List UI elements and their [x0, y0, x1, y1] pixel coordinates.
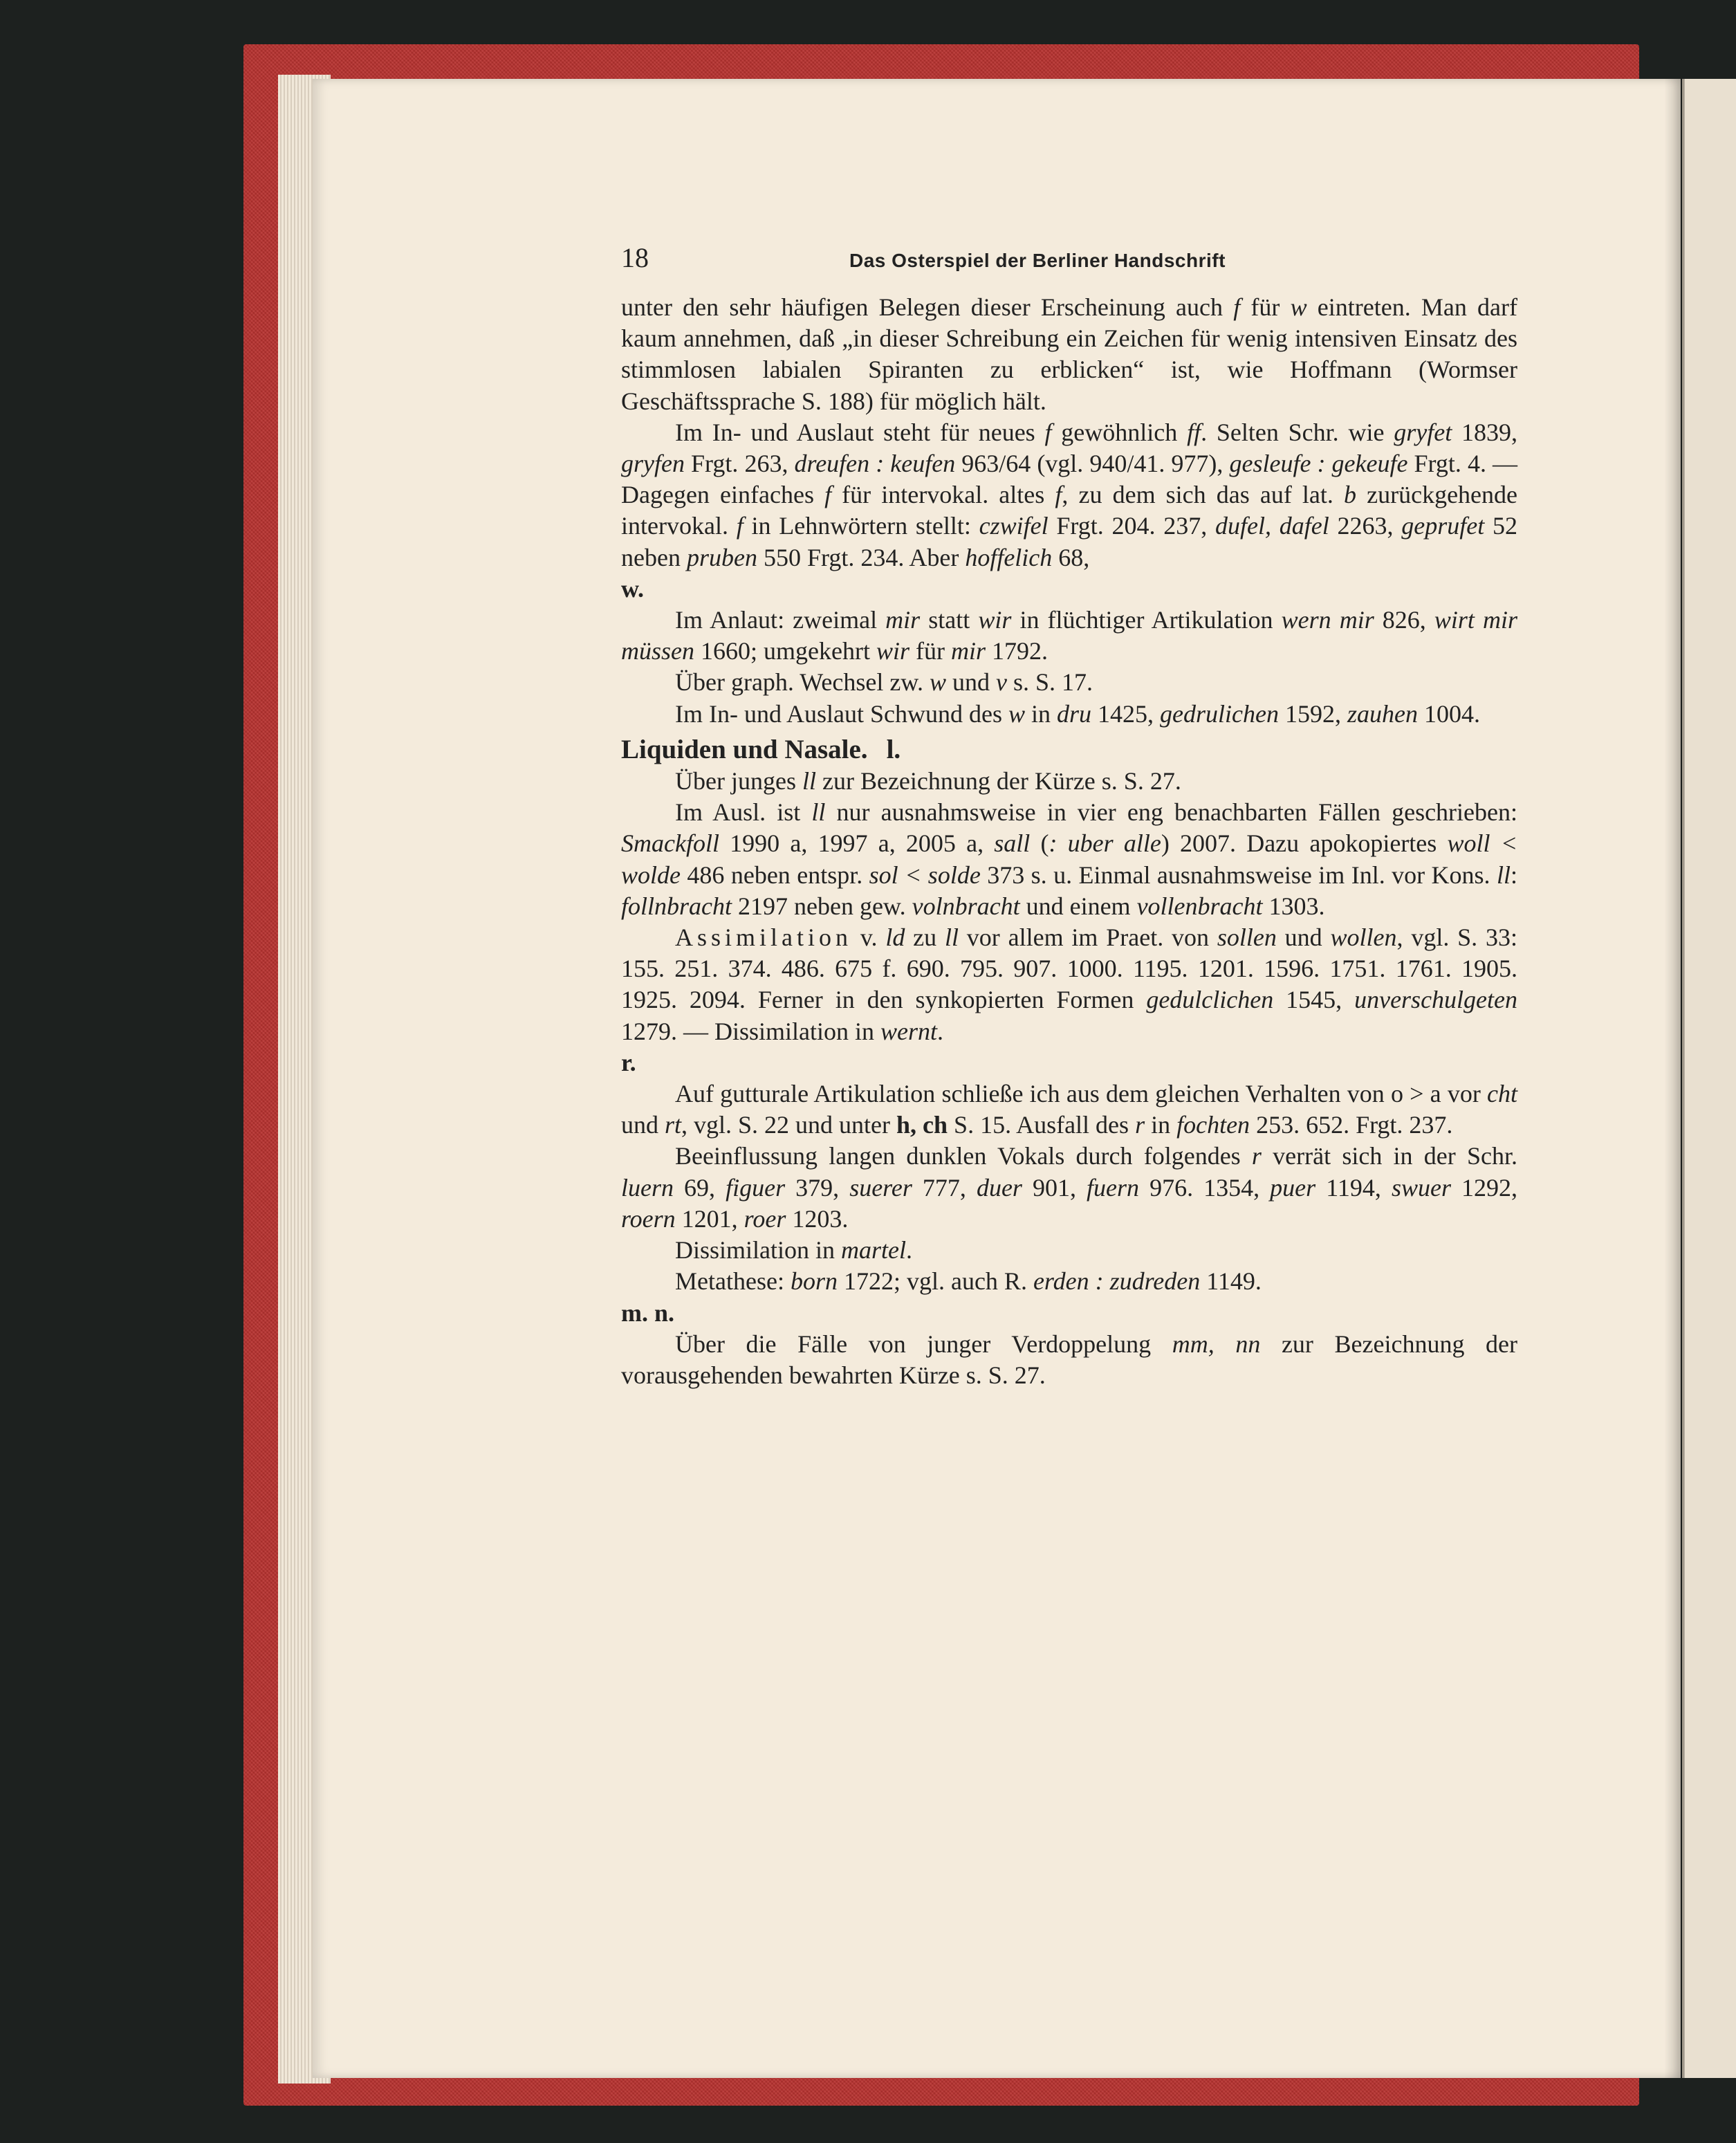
paragraph: Assimilation v. ld zu ll vor allem im Praet. von sollen und wollen, vgl. S. 33: 155. 251. 374. 486. 675 f. 690. 795. 907. 1000. 1195. 1201. 1596. 1751. 1761. 1905. 1925. 2094. Ferner in den synkopierten Formen gedulclichen 1545, unverschulgeten 1279. — Dissimilation in wernt. [621, 923, 1518, 1045]
section-heading-liquiden: Liquiden und Nasale. l. [621, 734, 901, 764]
paragraph: Über junges ll zur Bezeichnung der Kürze s. S. 27. [675, 767, 1181, 795]
paragraph: Über die Fälle von junger Verdoppelung mm, nn zur Bezeichnung der vorausgehenden bewahrten Kürze s. S. 27. [621, 1330, 1517, 1389]
section-heading-r: r. [621, 1048, 636, 1076]
running-head: Das Osterspiel der Berliner Handschrift [849, 250, 1226, 271]
paragraph: Beeinflussung langen dunklen Vokals durch folgendes r verrät sich in der Schr. luern 69, figuer 379, suerer 777, duer 901, fuern 976. 1354, puer 1194, swuer 1292, roern 1201, roer 1203. [621, 1142, 1517, 1233]
section-heading-mn: m. n. [621, 1298, 675, 1327]
paragraph: Im In- und Auslaut Schwund des w in dru 1425, gedrulichen 1592, zauhen 1004. [675, 699, 1480, 728]
facing-page-edge [1682, 79, 1736, 2078]
paragraph: Metathese: born 1722; vgl. auch R. erden : zudreden 1149. [675, 1267, 1262, 1296]
paragraph: Im In- und Auslaut steht für neues f gewöhnlich ff. Selten Schr. wie gryfet 1839, gryfen Frgt. 263, dreufen : keufen 963/64 (vgl. 940/41. 977), gesleufe : gekeufe Frgt. 4. — Dagegen einfaches f für intervokal. altes f, zu dem sich das auf lat. b zurückgehende intervokal. f in Lehnwörtern stellt: czwifel Frgt. 204. 237, dufel, dafel 2263, geprufet 52 neben pruben 550 Frgt. 234. Aber hoffelich 68, [621, 418, 1518, 571]
paragraph: Dissimilation in martel. [675, 1236, 913, 1264]
paragraph: Auf gutturale Artikulation schließe ich aus dem gleichen Verhalten von o > a vor cht und rt, vgl. S. 22 und unter h, ch S. 15. Ausfall des r in fochten 253. 652. Frgt. 237. [621, 1080, 1517, 1139]
page-number: 18 [621, 242, 649, 273]
page-gutter [1664, 79, 1685, 2078]
paragraph: Im Anlaut: zweimal mir statt wir in flüchtiger Artikulation wern mir 826, wirt mir müssen 1660; umgekehrt wir für mir 1792. [621, 606, 1517, 665]
page-text [621, 242, 1517, 1391]
page-header [621, 242, 1517, 291]
section-heading-w: w. [621, 574, 645, 603]
paragraph: Über graph. Wechsel zw. w und v s. S. 17. [675, 668, 1093, 697]
paragraph: Im Ausl. ist ll nur ausnahmsweise in vier eng benachbarten Fällen geschrieben: Smackfoll 1990 a, 1997 a, 2005 a, sall (: uber alle) 2007. Dazu apokopiertes woll < wolde 486 neben entspr. sol < solde 373 s. u. Einmal ausnahmsweise im Inl. vor Kons. ll: follnbracht 2197 neben gew. volnbracht und einem vollenbracht 1303. [621, 798, 1518, 920]
paragraph: unter den sehr häufigen Belegen dieser Erscheinung auch f für w eintreten. Man darf kaum annehmen, daß „in dieser Schreibung ein Zeichen für wenig intensiven Einsatz des stimmlosen labialen Spiranten zu erblicken“ ist, wie Hoffmann (Wormser Geschäftssprache S. 188) für möglich hält. [621, 293, 1518, 415]
